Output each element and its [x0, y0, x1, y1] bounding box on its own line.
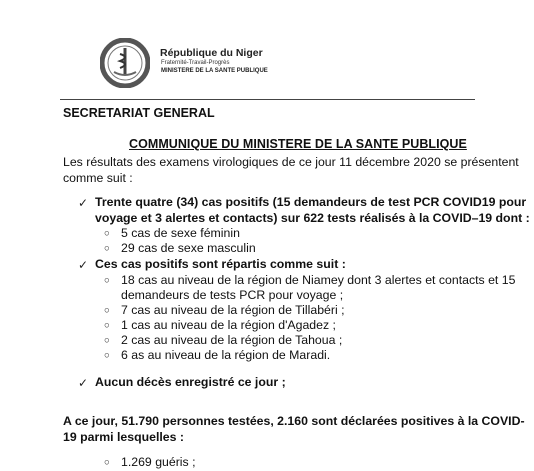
- secretariat-heading: SECRETARIAT GENERAL: [63, 106, 215, 120]
- list-item: 2 cas au niveau de la région de Tahoua ;: [121, 333, 343, 347]
- circle-bullet-icon: ○: [104, 243, 110, 254]
- check-icon: ✓: [78, 376, 89, 390]
- list-item: 7 cas au niveau de la région de Tillabéri ;: [121, 303, 345, 317]
- list-item: 6 as au niveau de la région de Maradi.: [121, 348, 331, 362]
- list-item: 1.269 guéris ;: [121, 455, 196, 469]
- country-name: République du Niger: [160, 47, 263, 59]
- header-divider: [60, 99, 475, 100]
- ministry-name: MINISTERE DE LA SANTE PUBLIQUE: [161, 68, 268, 74]
- point1-line-1: Trente quatre (34) cas positifs (15 demandeurs de test PCR COVID19 pour: [95, 195, 527, 209]
- point2-title: Ces cas positifs sont répartis comme suit :: [95, 257, 346, 271]
- check-icon: ✓: [78, 196, 89, 210]
- list-item: 1 cas au niveau de la région d'Agadez ;: [121, 318, 336, 332]
- list-item: 29 cas de sexe masculin: [121, 241, 256, 255]
- circle-bullet-icon: ○: [104, 320, 110, 331]
- circle-bullet-icon: ○: [104, 275, 110, 286]
- summary-line-1: A ce jour, 51.790 personnes testées, 2.160 sont déclarées positives à la COVID-: [63, 414, 525, 428]
- communique-title: COMMUNIQUE DU MINISTERE DE LA SANTE PUBLIQUE: [129, 137, 467, 151]
- circle-bullet-icon: ○: [104, 228, 110, 239]
- check-icon: ✓: [78, 258, 89, 272]
- list-item: 18 cas au niveau de la région de Niamey dont 3 alertes et contacts et 15: [121, 273, 516, 287]
- circle-bullet-icon: ○: [104, 457, 110, 468]
- circle-bullet-icon: ○: [104, 305, 110, 316]
- point1-line-2: voyage et 3 alertes et contacts) sur 622 tests réalisés à la COVID–19 dont :: [95, 211, 530, 225]
- intro-line-1: Les résultats des examens virologiques de ce jour 11 décembre 2020 se présentent: [63, 155, 519, 169]
- summary-line-2: 19 parmi lesquelles :: [63, 430, 184, 444]
- national-motto: Fraternité-Travail-Progrès: [161, 60, 230, 66]
- ministry-logo: [100, 38, 150, 88]
- circle-bullet-icon: ○: [104, 350, 110, 361]
- list-item: 5 cas de sexe féminin: [121, 226, 240, 240]
- intro-line-2: comme suit :: [63, 171, 133, 185]
- circle-bullet-icon: ○: [104, 335, 110, 346]
- point3-text: Aucun décès enregistré ce jour ;: [95, 375, 286, 389]
- list-item-continuation: demandeurs de tests PCR pour voyage ;: [121, 288, 344, 302]
